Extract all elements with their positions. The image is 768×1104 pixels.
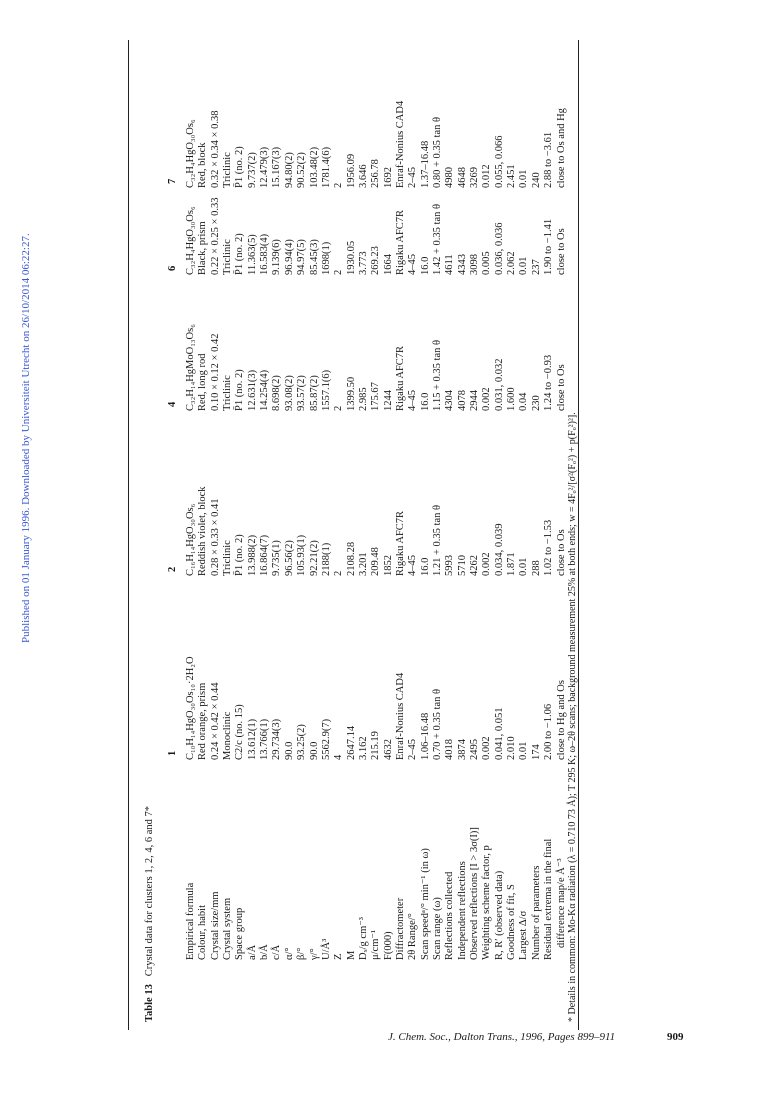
table-cell: C₃₂H₄HgO₃₀Os₆ [185,119,196,188]
table-cell: 0.70 + 0.35 tan θ [432,688,443,760]
table-cell: 1.42 + 0.35 tan θ [432,203,443,275]
table-cell: Rigaku AFC7R [394,209,406,275]
table-cell: 3098 [469,254,481,275]
table-cell: 1956.09 [345,153,357,188]
table-cell: 29.734(3) [271,718,283,760]
column-header: 6 [167,265,178,271]
table-cell: 0.32 × 0.34 × 0.38 [209,110,221,188]
table-cell: 16.0 [419,557,431,576]
row-label: μ/cm⁻¹ [370,929,382,960]
table-cell: 0.24 × 0.42 × 0.44 [209,682,221,760]
table-cell: 0.01 [518,741,530,760]
table-cell: 230 [530,395,542,411]
table-cell: 1930.05 [345,240,357,275]
table-cell: 16.0 [419,256,431,275]
table-cell: 4632 [382,739,394,760]
table-cell: 2495 [469,739,481,760]
table-cell: close to Os and Hg [555,108,567,188]
table-cell: Red, long rod [197,353,209,411]
table-cell: 9.735(1) [271,540,283,576]
table-cell: 0.041, 0.051 [493,707,505,760]
table-cell: 215.19 [370,731,382,760]
row-label: Dₓ/g cm⁻³ [357,917,369,960]
table-cell: 4078 [456,390,468,411]
table-cell: 1.37–16.48 [419,140,431,188]
table-cell: 8.698(2) [271,375,283,411]
table-cell: C₃₂H₄HgO₃₀Os₆ [185,206,196,275]
table-cell: 3269 [469,167,481,188]
table-cell: 2 [333,182,345,188]
table-cell: close to Hg and Os [555,680,567,760]
row-label: difference map/e Å⁻³ [555,858,567,948]
table-cell: 0.002 [481,736,493,760]
table-cell: 1.90 to −1.41 [543,218,555,275]
table-cell: Rigaku AFC7R [394,510,406,576]
table-cell: C2/c (no. 15) [234,704,246,760]
table-cell: 0.10 × 0.12 × 0.42 [209,333,221,411]
table-cell: 12.631(3) [246,369,258,411]
table-cell: 1692 [382,167,394,188]
table-cell: 1.600 [506,387,518,411]
row-label: Crystal size/mm [209,891,221,960]
table-cell: 90.0 [283,741,295,760]
table-cell: 1.871 [506,552,518,576]
table-cell: Enraf-Nonius CAD4 [394,672,406,760]
table-cell: 1781.4(6) [320,146,332,188]
row-label: Crystal system [222,897,234,960]
table-cell: 16.864(7) [259,534,271,576]
table-cell: 0.002 [481,552,493,576]
table-cell: 1698(1) [320,241,332,275]
table-cell: 0.005 [481,251,493,275]
table-cell: 1664 [382,254,394,275]
row-label: Scan speedᵃ/° min⁻¹ (in ω) [419,848,431,960]
row-label: γ/° [308,948,320,960]
table-cell: 92.21(2) [308,540,320,576]
table-cell: 85.87(2) [308,375,320,411]
table-cell: 0.031, 0.032 [493,358,505,411]
row-label: Weighting scheme factor, p [481,845,493,960]
table-cell: 9.737(2) [246,152,258,188]
table-cell: 85.45(3) [308,239,320,275]
table-cell: 240 [530,172,542,188]
table-cell: 3874 [456,739,468,760]
table-cell: 5993 [444,555,456,576]
table-cell: 0.002 [481,387,493,411]
watermark-text: Published on 01 January 1996. Downloaded by Universiteit Utrecht on 26/10/2014 06:22:27. [20,233,32,643]
table-cell: close to Os [555,529,567,576]
row-label: Largest Δ/σ [518,910,530,960]
table-cell: 256.78 [370,159,382,188]
row-label: M [345,950,357,960]
row-label: Z [333,953,345,960]
table-cell: 96.56(2) [283,540,295,576]
table-cell: 12.479(3) [259,146,271,188]
table-cell: 269.23 [370,246,382,275]
row-label: a/Å [246,944,258,960]
table-cell: 288 [530,560,542,576]
table-cell: 1557.1(6) [320,369,332,411]
footnote-text: * Details in common: Mo-Kα radiation (λ = 0.710 73 Å); T 295 K; ω–2θ scans; background measurement 25% at both ends; w = 4Fₒ²/[σ²(Fₒ²) + p(Fₒ²)²]. [567,412,578,1022]
table-cell: 0.01 [518,169,530,188]
table-cell: Triclinic [222,375,234,411]
table-cell: 1244 [382,390,394,411]
table-cell: 13.988(2) [246,534,258,576]
row-label: U/Å³ [320,938,332,960]
table-cell: 11.363(5) [246,234,258,275]
column-header: 2 [167,566,178,572]
table-cell: 2647.14 [345,725,357,760]
table-cell: 90.0 [308,741,320,760]
table-cell: 5710 [456,555,468,576]
table-title: Crystal data for clusters 1, 2, 4, 6 and 7* [144,805,155,977]
table-cell: 0.012 [481,164,493,188]
table-cell: Red, block [197,142,209,188]
table-cell: 3.773 [357,251,369,275]
table-cell: 4648 [456,167,468,188]
table-cell: 2.010 [506,736,518,760]
download-watermark [6,3,36,653]
table-cell: 4–45 [407,390,419,411]
row-label: Observed reflections [I > 3σ(I)] [469,827,481,960]
table-cell: Rigaku AFC7R [394,345,406,411]
table-cell: 4018 [444,739,456,760]
table-cell: 1.15 + 0.35 tan θ [432,339,443,411]
table-cell: C₁₀H₁₄HgO₃₀Os₁₀·2H₂O [185,656,196,760]
table-cell: 2188(1) [320,542,332,576]
table-cell: 237 [530,259,542,275]
table-cell: 2944 [469,390,481,411]
table-cell: 14.254(4) [259,369,271,411]
table-cell: Triclinic [222,239,234,275]
table-cell: 93.08(2) [283,375,295,411]
table-cell: 13.612(1) [246,718,258,760]
table-cell: 4 [333,754,345,760]
table-cell: 2–45 [407,167,419,188]
table-cell: 16.583(4) [259,233,271,275]
table-cell: 2.985 [357,387,369,411]
row-label: Residual extrema in the final [543,838,555,960]
table-cell: Monoclinic [222,711,234,760]
column-header: 7 [167,178,178,184]
table-cell: 13.766(1) [259,718,271,760]
table-cell: 2.88 to −3.61 [543,131,555,188]
table-cell: 5562.9(7) [320,718,332,760]
table-cell: 4–45 [407,254,419,275]
table-cell: 2.062 [506,251,518,275]
row-label: Empirical formula [185,882,196,960]
table-cell: 209.48 [370,547,382,576]
table-cell: 93.57(2) [296,375,308,411]
table-cell: 174 [530,744,542,760]
table-cell: 4262 [469,555,481,576]
table-cell: 16.0 [419,392,431,411]
table-cell: 2108.28 [345,541,357,576]
table-cell: 1.02 to −1.53 [543,519,555,576]
row-label: R, R′ (observed data) [493,870,505,960]
row-label: Goodness of fit, S [506,884,518,960]
table-footnote [568,32,578,1022]
table-cell: 1.24 to −0.93 [543,354,555,411]
row-label: b/Å [259,944,271,960]
row-label: Reflections collected [444,871,456,960]
table-cell: 0.28 × 0.33 × 0.41 [209,498,221,576]
table-cell: 2 [333,269,345,275]
table-cell: 2 [333,405,345,411]
table-cell: 94.80(2) [283,152,295,188]
table-cell: 0.80 + 0.35 tan θ [432,116,443,188]
table-cell: 15.167(3) [271,146,283,188]
page-number: 909 [667,1031,684,1043]
row-label: β/° [296,947,308,960]
table-cell: close to Os [555,228,567,275]
table-cell: 96.94(4) [283,239,295,275]
table-cell: 4611 [444,254,456,275]
row-label: F(000) [382,931,394,960]
table-cell: 0.034, 0.039 [493,523,505,576]
table-cell: P̄1 (no. 2) [234,146,246,188]
table-cell: 4980 [444,167,456,188]
table-cell: C₁₆H₁₄HgO₃₀Os₆ [185,503,196,576]
table-cell: 1852 [382,555,394,576]
table-cell: 9.139(6) [271,239,283,275]
journal-citation: J. Chem. Soc., Dalton Trans., 1996, Pages 899–911 [388,1031,616,1043]
table-cell: 0.22 × 0.25 × 0.33 [209,197,221,275]
column-header: 1 [167,750,178,756]
table-cell: 1399.50 [345,376,357,411]
table-cell: close to Os [555,364,567,411]
table-number: Table 13 [144,984,155,1022]
table-cell: 0.04 [518,392,530,411]
table-cell: 1.21 + 0.35 tan θ [432,504,443,576]
table-cell: 105.93(1) [296,534,308,576]
row-label: Space group [234,907,246,960]
table-cell: Triclinic [222,540,234,576]
table-left-rule [128,40,129,1030]
table-cell: Red orange, prism [197,682,209,760]
row-label: Colour, habit [197,905,209,960]
table-cell: 1.06–16.48 [419,712,431,760]
table-cell: 3.201 [357,552,369,576]
table-cell: 3.646 [357,164,369,188]
row-label: 2θ Range/° [407,913,419,960]
row-label: Diffractometer [394,897,406,960]
table-cell: 90.52(2) [296,152,308,188]
table-cell: Reddish violet, block [197,486,209,576]
table-cell: 0.01 [518,557,530,576]
table-cell: 2.00 to −1.06 [543,703,555,760]
table-cell: 2–45 [407,739,419,760]
table-cell: 93.25(2) [296,724,308,760]
row-label: c/Å [271,944,283,960]
table-cell: 94.97(5) [296,239,308,275]
table-cell: 2 [333,570,345,576]
table-cell: Black, prism [197,221,209,275]
table-cell: 175.67 [370,382,382,411]
table-cell: P̄1 (no. 2) [234,233,246,275]
table-cell: P̄1 (no. 2) [234,534,246,576]
table-cell: 2.451 [506,164,518,188]
table-cell: P̄1 (no. 2) [234,369,246,411]
row-label: Number of parameters [530,865,542,960]
table-cell: 0.055, 0.066 [493,135,505,188]
table-right-rule [578,40,579,1030]
table-cell: 4–45 [407,555,419,576]
table-cell: 3.162 [357,736,369,760]
table-cell: 103.48(2) [308,146,320,188]
column-header: 4 [167,401,178,407]
row-label: α/° [283,947,295,960]
row-label: Independent reflections [456,861,468,960]
table-cell: Enraf-Nonius CAD4 [394,100,406,188]
table-cell: 0.01 [518,256,530,275]
table-cell: C₃₂H₁₄HgMoO₁₃Os₆ [185,324,196,411]
table-cell: 0.036, 0.036 [493,222,505,275]
table-cell: 4343 [456,254,468,275]
table-cell: Triclinic [222,152,234,188]
table-cell: 4304 [444,390,456,411]
row-label: Scan range (ω) [432,897,443,960]
